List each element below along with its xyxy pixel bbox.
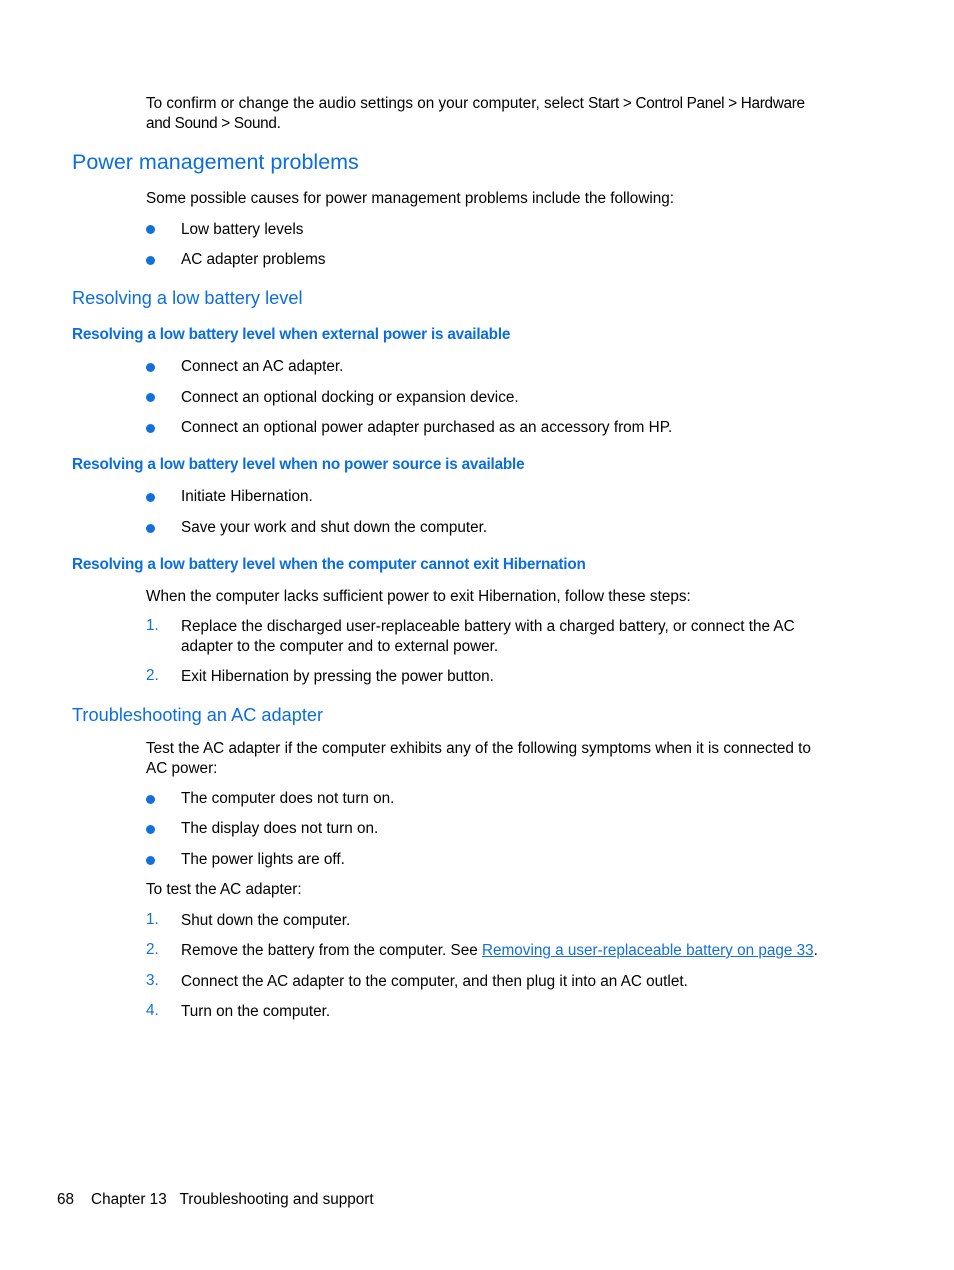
step-text-after-link: . bbox=[813, 942, 818, 959]
heading-cannot-exit-hibernation: Resolving a low battery level when the computer cannot exit Hibernation bbox=[72, 556, 586, 573]
step-text: Turn on the computer. bbox=[181, 1003, 331, 1020]
heading-no-power-source: Resolving a low battery level when no power source is available bbox=[72, 456, 525, 473]
settings-path: Start > Control Panel > Hardware bbox=[588, 95, 805, 112]
page-footer bbox=[57, 1191, 374, 1209]
bullet-icon bbox=[146, 493, 155, 502]
intro-paragraph bbox=[146, 94, 805, 133]
page-number: 68 bbox=[57, 1191, 75, 1208]
chapter-title: Troubleshooting and support bbox=[179, 1191, 374, 1208]
step-number: 3. bbox=[146, 972, 159, 989]
list-item: The power lights are off. bbox=[181, 851, 345, 868]
list-item: Low battery levels bbox=[181, 221, 304, 238]
step-text-before-link: Remove the battery from the computer. See bbox=[181, 942, 482, 959]
hibernation-intro: When the computer lacks sufficient power to exit Hibernation, follow these steps: bbox=[146, 588, 691, 605]
step-number: 1. bbox=[146, 911, 159, 928]
power-intro: Some possible causes for power management problems include the following: bbox=[146, 190, 675, 207]
ac-intro bbox=[146, 739, 811, 778]
list-item: Connect an optional docking or expansion device. bbox=[181, 389, 519, 406]
heading-power-management: Power management problems bbox=[72, 150, 359, 174]
ac-test-intro: To test the AC adapter: bbox=[146, 881, 302, 898]
chapter-label: Chapter 13 bbox=[91, 1191, 167, 1208]
step-text bbox=[181, 941, 818, 961]
list-item: The display does not turn on. bbox=[181, 820, 379, 837]
step-text: Connect the AC adapter to the computer, and then plug it into an AC outlet. bbox=[181, 973, 688, 990]
list-item: Connect an optional power adapter purchased as an accessory from HP. bbox=[181, 419, 673, 436]
step-text: Shut down the computer. bbox=[181, 912, 351, 929]
bullet-icon bbox=[146, 225, 155, 234]
step-number: 1. bbox=[146, 617, 159, 634]
step-text bbox=[181, 617, 795, 656]
bullet-icon bbox=[146, 393, 155, 402]
ac-intro-line: Test the AC adapter if the computer exhibits any of the following symptoms when it is connected to bbox=[146, 740, 811, 757]
removing-battery-link[interactable]: Removing a user-replaceable battery on page 33 bbox=[482, 942, 814, 959]
heading-ac-adapter: Troubleshooting an AC adapter bbox=[72, 705, 324, 725]
bullet-icon bbox=[146, 825, 155, 834]
step-number: 2. bbox=[146, 667, 159, 684]
list-item: AC adapter problems bbox=[181, 251, 326, 268]
bullet-icon bbox=[146, 256, 155, 265]
list-item: The computer does not turn on. bbox=[181, 790, 395, 807]
step-text-line: Replace the discharged user-replaceable battery with a charged battery, or connect the AC bbox=[181, 618, 795, 635]
bullet-icon bbox=[146, 856, 155, 865]
step-text-line: adapter to the computer and to external power. bbox=[181, 637, 499, 655]
heading-low-battery: Resolving a low battery level bbox=[72, 288, 303, 308]
bullet-icon bbox=[146, 795, 155, 804]
bullet-icon bbox=[146, 363, 155, 372]
bullet-icon bbox=[146, 524, 155, 533]
step-number: 4. bbox=[146, 1002, 159, 1019]
heading-external-power: Resolving a low battery level when external power is available bbox=[72, 326, 511, 343]
intro-period: . bbox=[276, 114, 281, 132]
settings-path-continued: and Sound > Sound bbox=[146, 114, 277, 132]
step-number: 2. bbox=[146, 941, 159, 958]
list-item: Connect an AC adapter. bbox=[181, 358, 344, 375]
list-item: Initiate Hibernation. bbox=[181, 488, 313, 505]
ac-intro-line: AC power: bbox=[146, 759, 218, 777]
bullet-icon bbox=[146, 424, 155, 433]
step-text: Exit Hibernation by pressing the power button. bbox=[181, 668, 494, 685]
intro-text: To confirm or change the audio settings on your computer, select bbox=[146, 95, 589, 112]
list-item: Save your work and shut down the computer. bbox=[181, 519, 488, 536]
